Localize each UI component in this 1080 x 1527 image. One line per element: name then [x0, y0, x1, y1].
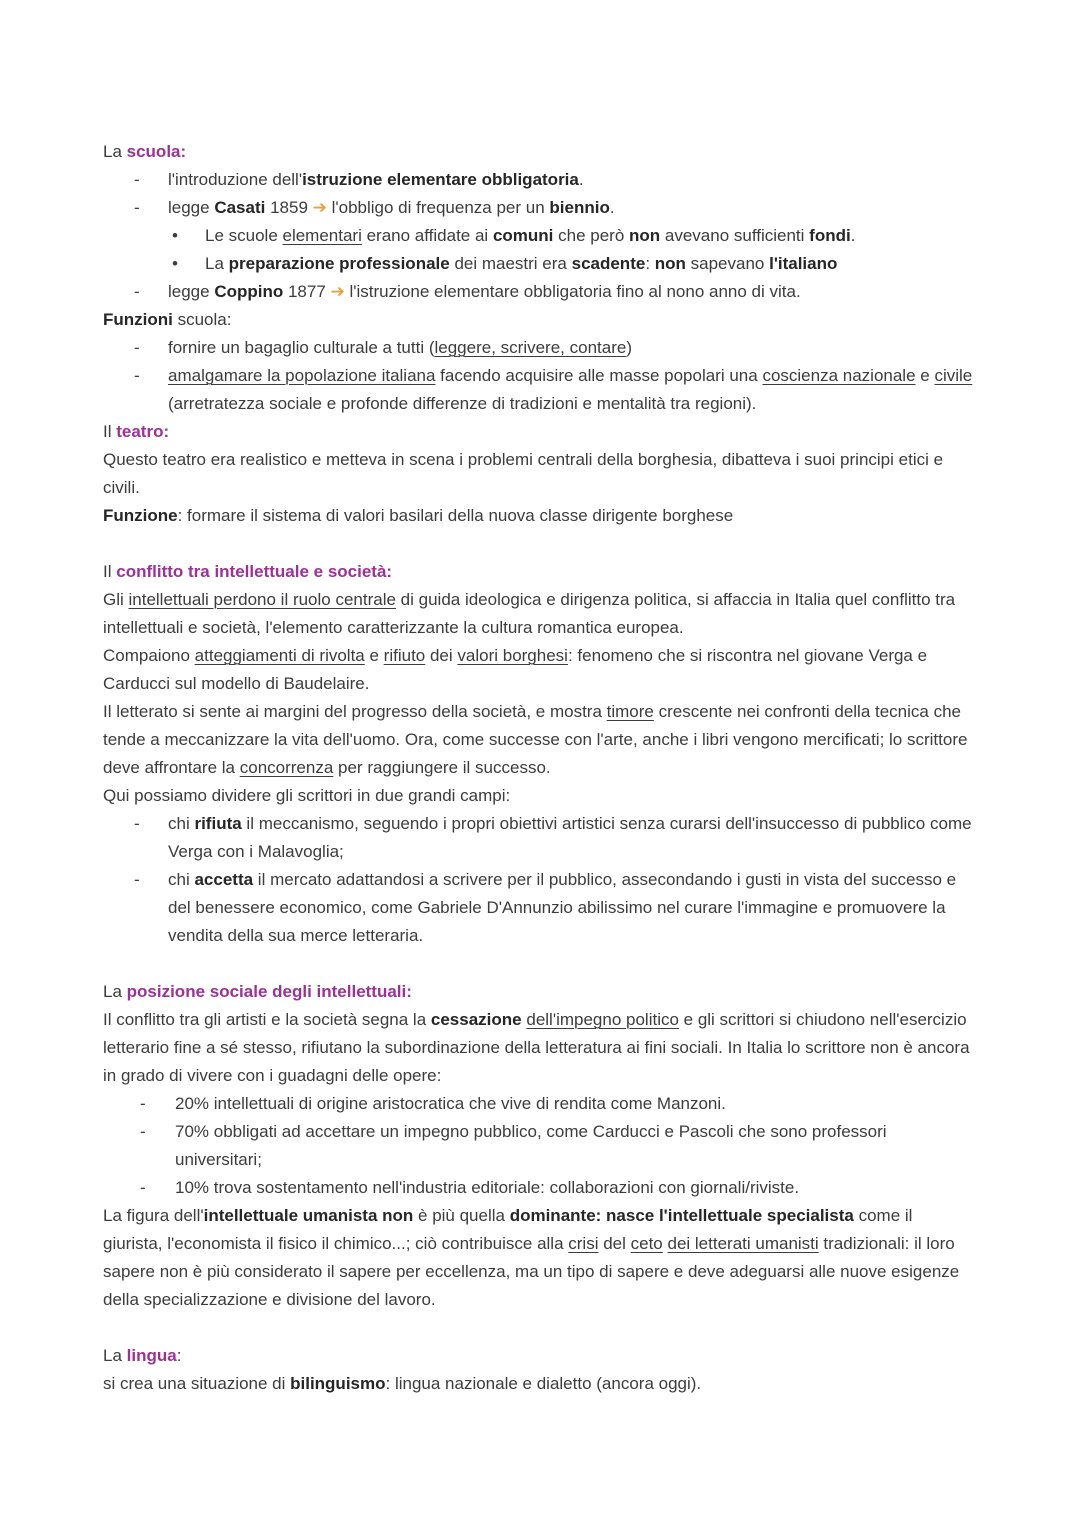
dash-item — [103, 866, 975, 950]
list-item-text: Le scuole elementari erano affidate ai comuni che però non avevano sufficienti fondi. — [205, 226, 856, 245]
dash-marker: - — [134, 198, 140, 217]
paragraph: Funzione: formare il sistema di valori basilari della nuova classe dirigente borghese — [103, 506, 734, 525]
dash-marker: - — [134, 366, 140, 385]
list-item-text: legge Coppino 1877 ➔ l'istruzione elementare obbligatoria fino al nono anno di vita. — [168, 282, 801, 302]
paragraph: Il letterato si sente ai margini del progresso della società, e mostra timore crescente nei confronti della tecnica che tende a meccanizzare la vita dell'uomo. Ora, come successe con l'arte, anche i libri vengono mercificati; lo scrittore deve affrontare la concorrenza per raggiungere il successo. — [103, 702, 968, 777]
dash-marker: - — [134, 170, 140, 189]
paragraph: Il conflitto tra gli artisti e la società segna la cessazione dell'impegno politico e gli scrittori si chiudono nell'esercizio letterario fine a sé stesso, rifiutano la subordinazione della letteratura ai fini sociali. In Italia lo scrittore non è ancora in grado di vivere con i guadagni delle opere: — [103, 1010, 970, 1085]
dash-marker: - — [134, 338, 140, 357]
section-heading-posizione: La posizione sociale degli intellettuali: — [103, 982, 412, 1001]
dash-marker: - — [134, 814, 140, 833]
bullet-item — [103, 222, 975, 250]
spacer — [103, 1314, 975, 1342]
dash-marker: - — [134, 282, 140, 301]
list-item-text: amalgamare la popolazione italiana facendo acquisire alle masse popolari una coscienza nazionale e civile (arretratezza sociale e profonde differenze di tradizioni e mentalità tra regioni). — [168, 366, 973, 413]
dash-item — [103, 1118, 975, 1174]
dash-item — [103, 362, 975, 418]
dash-marker: - — [140, 1178, 146, 1197]
bullet-marker: • — [172, 226, 178, 245]
list-item-text: chi rifiuta il meccanismo, seguendo i propri obiettivi artistici senza curarsi dell'insuccesso di pubblico come Verga con i Malavoglia; — [168, 814, 972, 861]
paragraph: Gli intellettuali perdono il ruolo centrale di guida ideologica e dirigenza politica, si affaccia in Italia quel conflitto tra intellettuali e società, l'elemento caratterizzante la cultura romantica europea. — [103, 590, 956, 637]
spacer — [103, 950, 975, 978]
dash-item — [103, 810, 975, 866]
list-item-text: fornire un bagaglio culturale a tutti (leggere, scrivere, contare) — [168, 338, 632, 357]
list-item-text: 70% obbligati ad accettare un impegno pubblico, come Carducci e Pascoli che sono professori universitari; — [175, 1122, 887, 1169]
section-heading-lingua: La lingua: — [103, 1346, 182, 1365]
list-item-text: 10% trova sostentamento nell'industria editoriale: collaborazioni con giornali/riviste. — [175, 1178, 800, 1197]
dash-marker: - — [134, 870, 140, 889]
bullet-marker: • — [172, 254, 178, 273]
list-item-text: chi accetta il mercato adattandosi a scrivere per il pubblico, assecondando i gusti in vista del successo e del benessere economico, come Gabriele D'Annunzio abilissimo nel curare l'immagine e promuovere la vendita della sua merce letteraria. — [168, 870, 957, 945]
list-item-text: l'introduzione dell'istruzione elementare obbligatoria. — [168, 170, 584, 189]
paragraph: Qui possiamo dividere gli scrittori in due grandi campi: — [103, 786, 511, 805]
list-item-text: 20% intellettuali di origine aristocratica che vive di rendita come Manzoni. — [175, 1094, 726, 1113]
section-heading-teatro: Il teatro: — [103, 422, 170, 441]
dash-item — [103, 166, 975, 194]
spacer — [103, 530, 975, 558]
dash-item — [103, 1174, 975, 1202]
dash-item — [103, 1090, 975, 1118]
paragraph: Compaiono atteggiamenti di rivolta e rifiuto dei valori borghesi: fenomeno che si riscontra nel giovane Verga e Carducci sul modello di Baudelaire. — [103, 646, 928, 693]
dash-marker: - — [140, 1122, 146, 1141]
dash-item — [103, 278, 975, 306]
list-item-text: La preparazione professionale dei maestri era scadente: non sapevano l'italiano — [205, 254, 838, 273]
section-heading-conflitto: Il conflitto tra intellettuale e società: — [103, 562, 393, 581]
bullet-item — [103, 250, 975, 278]
list-item-text: legge Casati 1859 ➔ l'obbligo di frequenza per un biennio. — [168, 198, 615, 218]
paragraph: Funzioni scuola: — [103, 310, 232, 329]
paragraph: La figura dell'intellettuale umanista non è più quella dominante: nasce l'intellettuale specialista come il giurista, l'economista il fisico il chimico...; ciò contribuisce alla crisi del ceto dei letterati umanisti tradizionali: il loro sapere non è più considerato il sapere per eccellenza, ma un tipo di sapere e deve adeguarsi alle nuove esigenze della specializzazione e divisione del lavoro. — [103, 1206, 960, 1309]
paragraph: si crea una situazione di bilinguismo: lingua nazionale e dialetto (ancora oggi). — [103, 1374, 702, 1393]
dash-item — [103, 194, 975, 222]
section-heading-scuola: La scuola: — [103, 142, 187, 161]
dash-marker: - — [140, 1094, 146, 1113]
paragraph: Questo teatro era realistico e metteva in scena i problemi centrali della borghesia, dibatteva i suoi principi etici e civili. — [103, 450, 944, 497]
dash-item — [103, 334, 975, 362]
